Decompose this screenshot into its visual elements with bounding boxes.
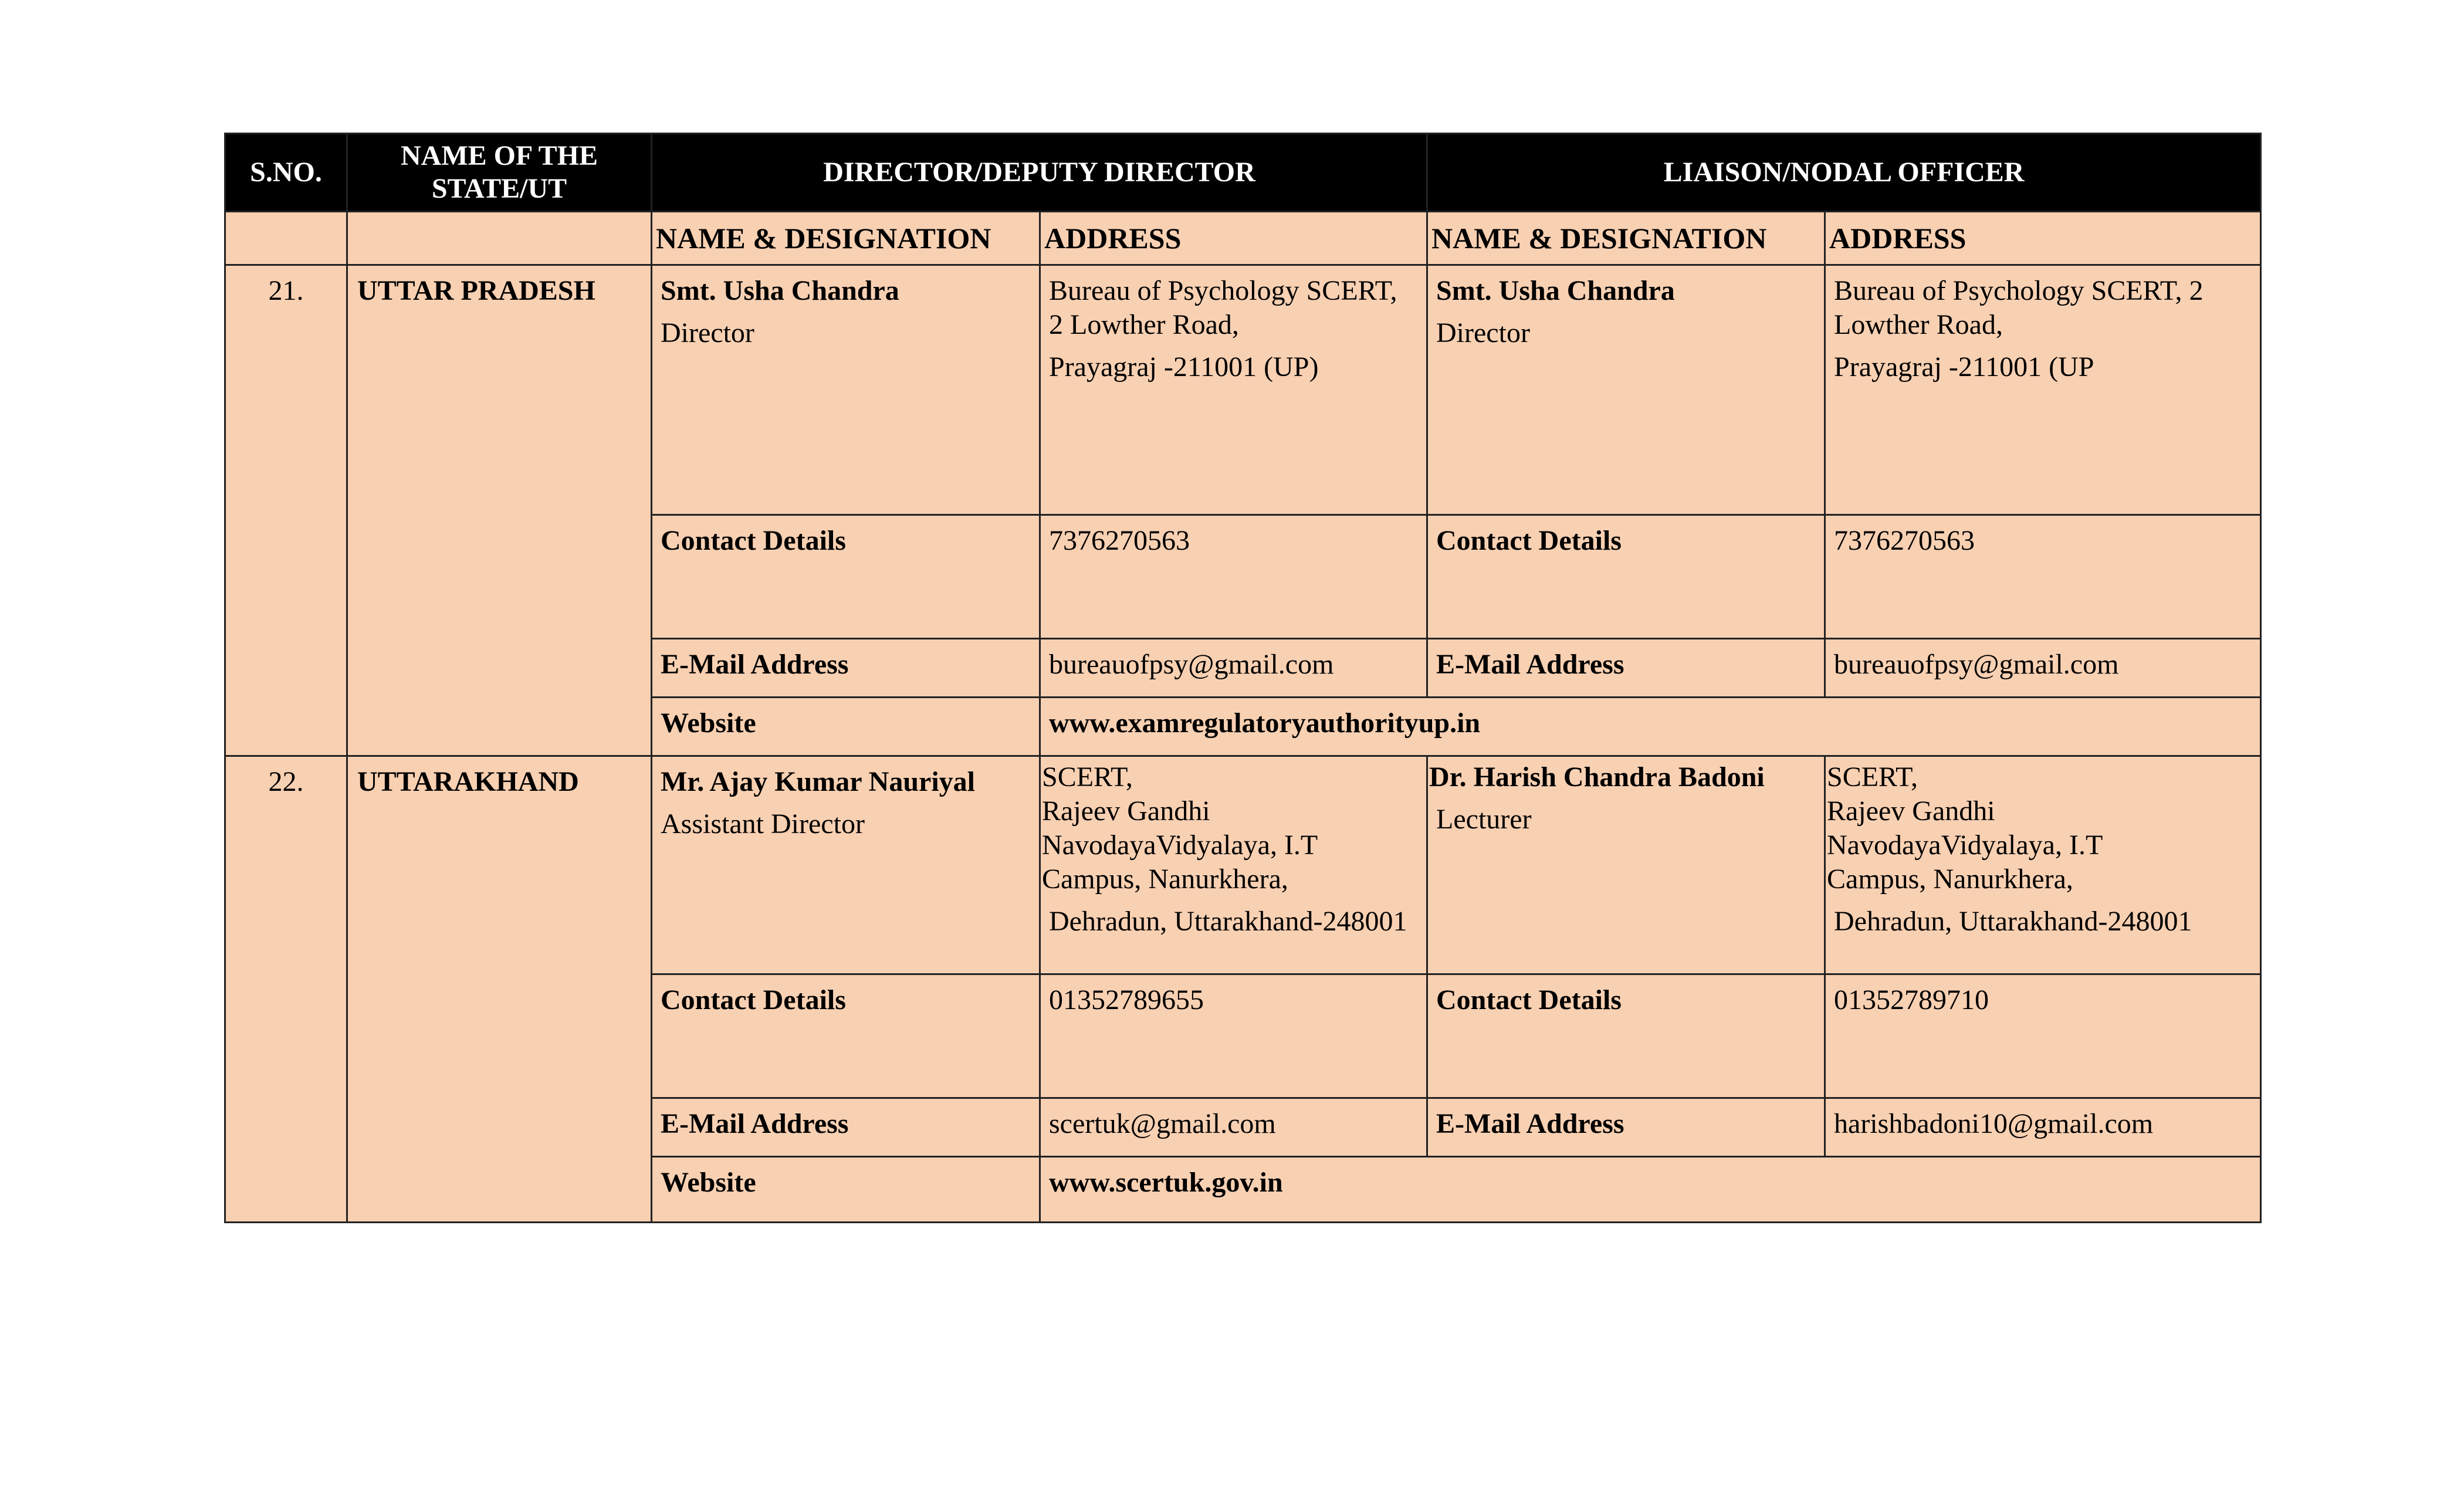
row-sno: 22. [225, 756, 347, 1223]
director-email[interactable]: scertuk@gmail.com [1040, 1098, 1427, 1157]
address-line: Dehradun, Uttarakhand-248001 [1049, 906, 1407, 937]
liaison-name-cell [1427, 265, 1825, 515]
address-line: NavodayaVidyalaya, I.T [1042, 830, 1318, 861]
header-state [347, 134, 652, 212]
address-line: Dehradun, Uttarakhand-248001 [1834, 906, 2192, 937]
director-contact: 01352789655 [1040, 974, 1427, 1098]
liaison-name: Dr. Harish Chandra Badoni [1429, 761, 1765, 793]
liaison-address [1825, 756, 2261, 974]
contact-label: Contact Details [652, 974, 1040, 1098]
director-designation: Assistant Director [661, 808, 865, 840]
liaison-designation: Director [1436, 317, 1530, 348]
email-label: E-Mail Address [1427, 639, 1825, 698]
table-row [225, 756, 2261, 974]
subheader-empty-sno [225, 212, 347, 265]
liaison-address [1825, 265, 2261, 515]
subheader-liaison-address: ADDRESS [1825, 212, 2261, 265]
subheader-liaison-name: NAME & DESIGNATION [1427, 212, 1825, 265]
address-line: Prayagraj -211001 (UP [1834, 351, 2094, 383]
address-line: Bureau of Psychology SCERT, 2 [1834, 275, 2204, 306]
director-name: Mr. Ajay Kumar Nauriyal [661, 766, 975, 797]
subheader-empty-state [347, 212, 652, 265]
address-line: Campus, Nanurkhera, [1827, 864, 2073, 895]
subheader-dir-address: ADDRESS [1040, 212, 1427, 265]
liaison-email[interactable]: bureauofpsy@gmail.com [1825, 639, 2261, 698]
website-link[interactable]: www.scertuk.gov.in [1040, 1157, 2261, 1223]
address-line: 2 Lowther Road, [1049, 309, 1239, 340]
header-state-line2: STATE/UT [431, 173, 567, 204]
row-sno: 21. [225, 265, 347, 756]
director-address [1040, 265, 1427, 515]
director-name-cell [652, 265, 1040, 515]
director-email[interactable]: bureauofpsy@gmail.com [1040, 639, 1427, 698]
director-designation: Director [661, 317, 754, 348]
subheader-dir-name: NAME & DESIGNATION [652, 212, 1040, 265]
liaison-designation: Lecturer [1436, 804, 1532, 835]
website-link[interactable]: www.examregulatoryauthorityup.in [1040, 698, 2261, 756]
contact-label: Contact Details [652, 515, 1040, 639]
header-liaison: LIAISON/NODAL OFFICER [1427, 134, 2261, 212]
header-state-line1: NAME OF THE [400, 140, 598, 171]
address-line: Lowther Road, [1834, 309, 2003, 340]
contact-directory-table [224, 133, 2262, 1223]
director-contact: 7376270563 [1040, 515, 1427, 639]
contact-label: Contact Details [1427, 515, 1825, 639]
address-line: SCERT, [1042, 761, 1133, 793]
director-address [1040, 756, 1427, 974]
address-line: Prayagraj -211001 (UP) [1049, 351, 1319, 383]
email-label: E-Mail Address [652, 1098, 1040, 1157]
address-line: NavodayaVidyalaya, I.T [1827, 830, 2103, 861]
email-label: E-Mail Address [652, 639, 1040, 698]
address-line: SCERT, [1827, 761, 1918, 793]
liaison-email[interactable]: harishbadoni10@gmail.com [1825, 1098, 2261, 1157]
address-line: Rajeev Gandhi [1042, 796, 1210, 827]
liaison-name: Smt. Usha Chandra [1436, 275, 1675, 306]
row-state: UTTAR PRADESH [347, 265, 652, 756]
website-label: Website [652, 1157, 1040, 1223]
header-row [225, 134, 2261, 212]
director-name: Smt. Usha Chandra [661, 275, 899, 306]
header-sno: S.NO. [225, 134, 347, 212]
subheader-row [225, 212, 2261, 265]
address-line: Rajeev Gandhi [1827, 796, 1995, 827]
address-line: Campus, Nanurkhera, [1042, 864, 1288, 895]
address-line: Bureau of Psychology SCERT, [1049, 275, 1397, 306]
email-label: E-Mail Address [1427, 1098, 1825, 1157]
director-name-cell [652, 756, 1040, 974]
liaison-contact: 7376270563 [1825, 515, 2261, 639]
website-label: Website [652, 698, 1040, 756]
liaison-contact: 01352789710 [1825, 974, 2261, 1098]
contact-label: Contact Details [1427, 974, 1825, 1098]
table-row [225, 265, 2261, 515]
header-director: DIRECTOR/DEPUTY DIRECTOR [652, 134, 1427, 212]
row-state: UTTARAKHAND [347, 756, 652, 1223]
liaison-name-cell [1427, 756, 1825, 974]
